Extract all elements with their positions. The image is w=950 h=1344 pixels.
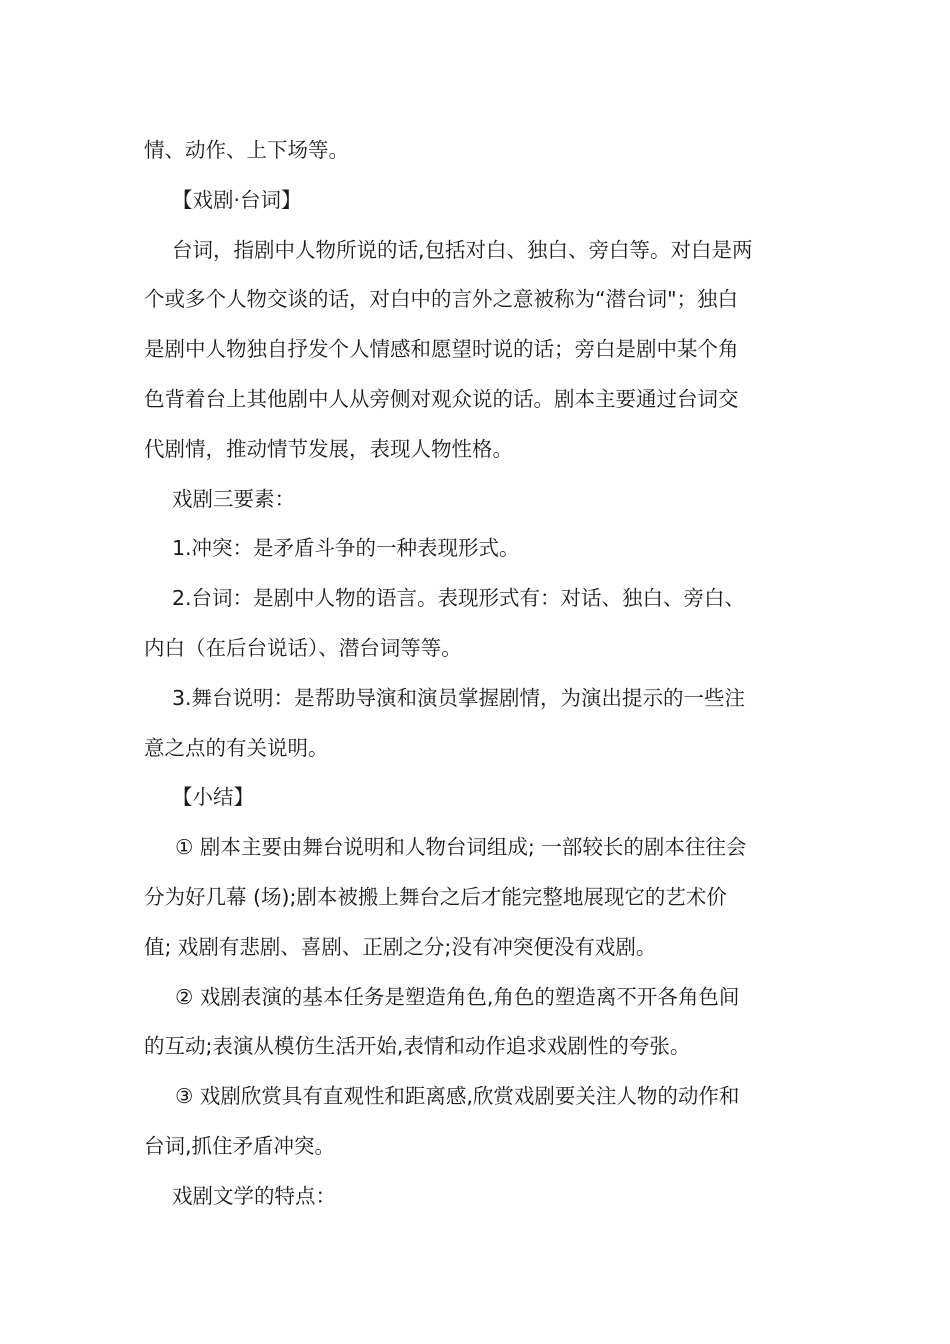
paragraph-line: 的互动;表演从模仿生活开始,表情和动作追求戏剧性的夸张。 — [144, 1034, 691, 1059]
document-body — [144, 126, 809, 1222]
paragraph-line: 台词,抓住矛盾冲突。 — [144, 1133, 336, 1158]
section-heading-elements: 戏剧三要素： — [172, 486, 295, 511]
paragraph-line: 色背着台上其他剧中人从旁侧对观众说的话。剧本主要通过台词交 — [144, 386, 739, 411]
paragraph-line: 代剧情，推动情节发展，表现人物性格。 — [144, 436, 513, 461]
section-heading-features: 戏剧文学的特点： — [172, 1183, 336, 1208]
paragraph-line: 值; 戏剧有悲剧、喜剧、正剧之分;没有冲突便没有戏剧。 — [144, 934, 657, 959]
paragraph-line: 分为好几幕 (场);剧本被搬上舞台之后才能完整地展现它的艺术价 — [144, 884, 727, 909]
list-item-conflict: 1.冲突：是矛盾斗争的一种表现形式。 — [172, 536, 520, 561]
paragraph-line: 是剧中人物独自抒发个人情感和愿望时说的话；旁白是剧中某个角 — [144, 337, 739, 362]
list-item-stage-direction: 3.舞台说明：是帮助导演和演员掌握剧情，为演出提示的一些注 — [172, 685, 746, 710]
paragraph-line: 个或多个人物交谈的话，对白中的言外之意被称为“潜台词"；独白 — [144, 287, 739, 312]
summary-item-2: ② 戏剧表演的基本任务是塑造角色,角色的塑造离不开各角色间 — [175, 984, 740, 1009]
paragraph-line: 台词，指剧中人物所说的话,包括对白、独白、旁白等。对白是两 — [172, 237, 753, 262]
paragraph-line: 情、动作、上下场等。 — [144, 138, 349, 162]
section-heading-summary: 【小结】 — [172, 785, 254, 810]
section-heading-lines: 【戏剧·台词】 — [172, 187, 302, 212]
paragraph-line: 意之点的有关说明。 — [144, 735, 329, 760]
summary-item-1: ① 剧本主要由舞台说明和人物台词组成; 一部较长的剧本往往会 — [175, 835, 747, 860]
list-item-lines: 2.台词：是剧中人物的语言。表现形式有：对话、独白、旁白、 — [172, 586, 746, 611]
summary-item-3: ③ 戏剧欣赏具有直观性和距离感,欣赏戏剧要关注人物的动作和 — [175, 1084, 740, 1109]
paragraph-line: 内白（在后台说话）、潜台词等等。 — [144, 635, 462, 660]
